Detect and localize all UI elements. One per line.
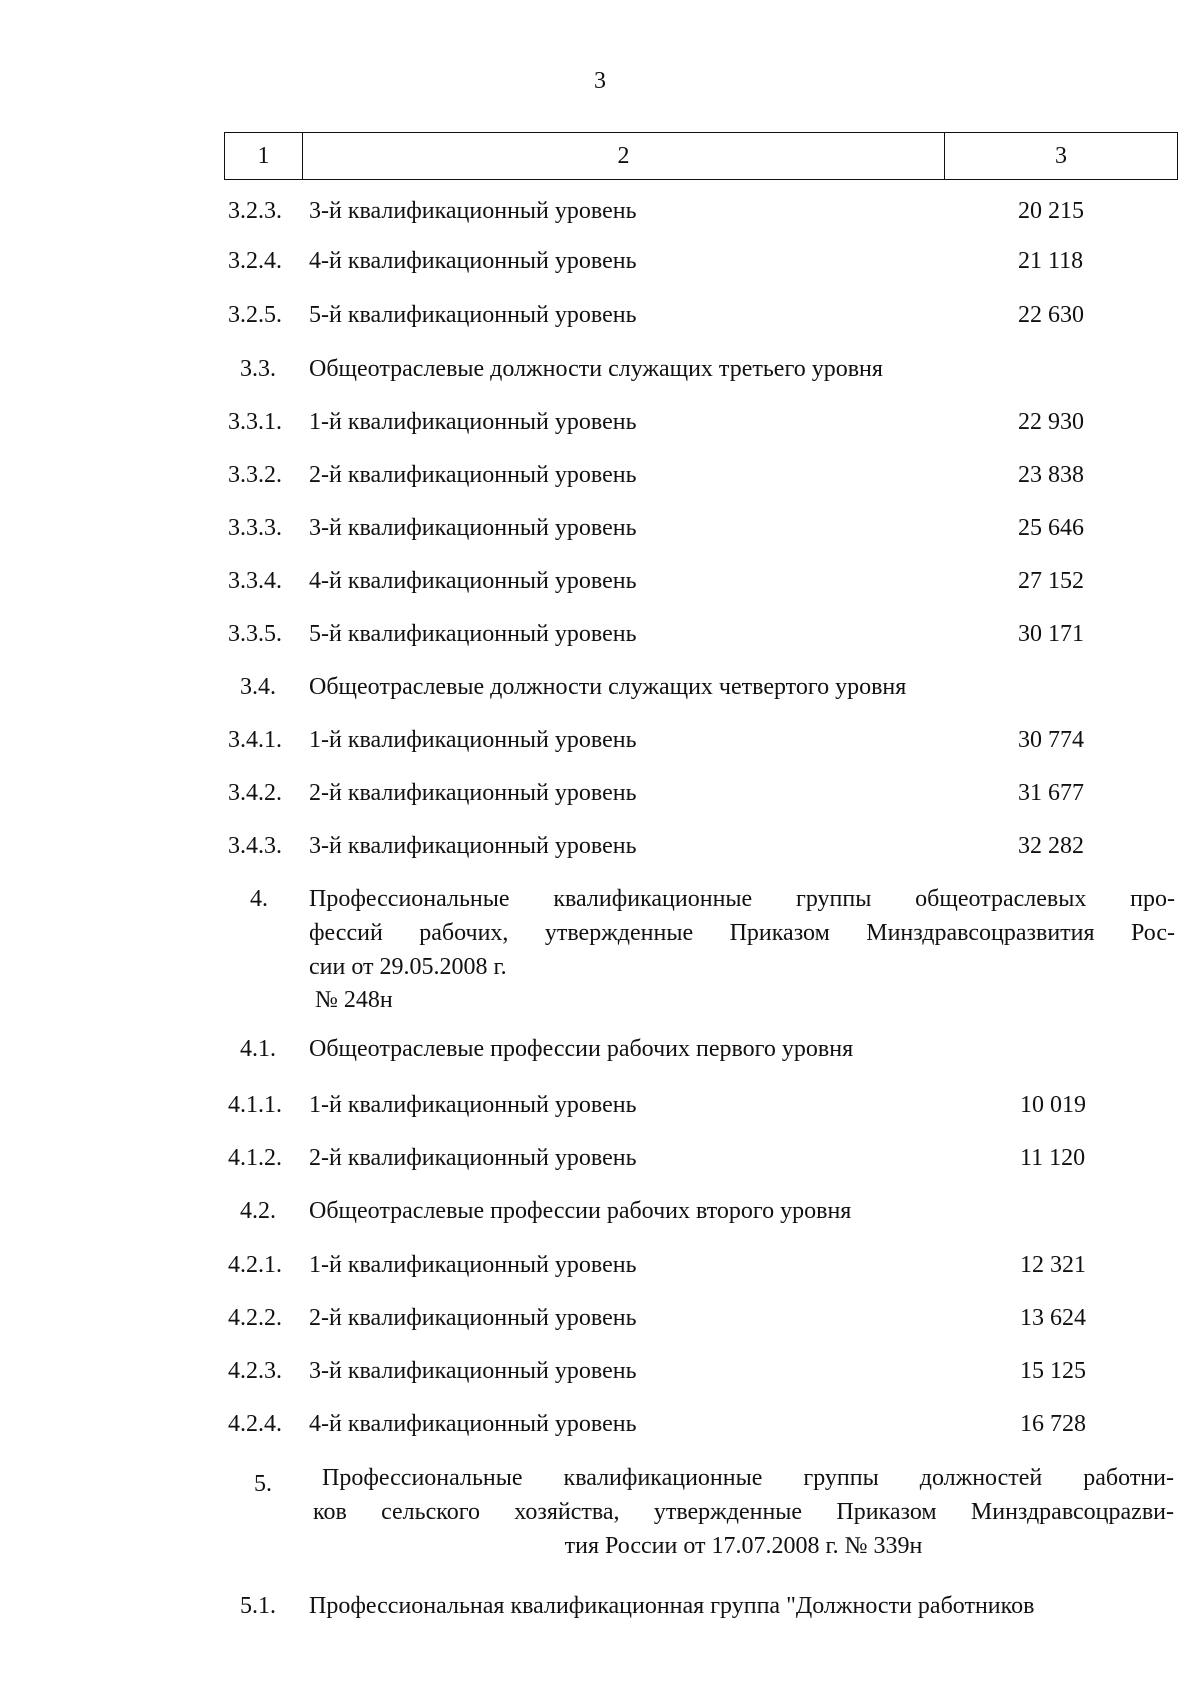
row-number: 4.2.3.	[228, 1358, 282, 1384]
row-number: 5.1.	[240, 1593, 276, 1619]
row-value: 23 838	[1018, 462, 1084, 488]
table-row	[0, 510, 1200, 546]
table-row	[0, 828, 1200, 864]
row-number: 3.3.5.	[228, 621, 282, 647]
row-label: 5-й квалификационный уровень	[309, 302, 637, 328]
row-label: 5-й квалификационный уровень	[309, 621, 637, 647]
row-label: 1-й квалификационный уровень	[309, 727, 637, 753]
section-title-line: фессий рабочих, утвержденные Приказом Минздравсоцразвития Рос-	[309, 920, 1175, 946]
row-label: 3-й квалификационный уровень	[309, 833, 637, 859]
row-label: 3-й квалификационный уровень	[309, 1358, 637, 1384]
row-number: 3.3.4.	[228, 568, 282, 594]
table-row	[0, 722, 1200, 758]
table-header	[224, 132, 1178, 180]
row-label: 2-й квалификационный уровень	[309, 462, 637, 488]
page-number: 3	[594, 68, 606, 94]
table-row	[0, 1353, 1200, 1389]
row-number: 3.3.1.	[228, 409, 282, 435]
row-value: 25 646	[1018, 515, 1084, 541]
section-number: 4.	[250, 886, 268, 912]
table-row	[0, 1300, 1200, 1336]
section-title-line: Профессиональные квалификационные группы должностей работни-	[322, 1465, 1174, 1491]
section-title-line: Профессиональные квалификационные группы общеотраслевых про-	[309, 886, 1175, 912]
row-number: 4.2.1.	[228, 1252, 282, 1278]
row-value: 10 019	[1020, 1092, 1086, 1118]
section-title-line: № 248н	[315, 987, 393, 1013]
row-value: 11 120	[1020, 1145, 1086, 1171]
row-value: 13 624	[1020, 1305, 1086, 1331]
table-row	[0, 297, 1200, 333]
header-col-2: 2	[303, 133, 945, 179]
table-row	[0, 243, 1200, 279]
section-row	[0, 1193, 1200, 1229]
row-number: 3.3.2.	[228, 462, 282, 488]
table-row	[0, 404, 1200, 440]
row-number: 4.1.	[240, 1036, 276, 1062]
row-number: 3.2.4.	[228, 248, 282, 274]
row-label: Общеотраслевые должности служащих четвертого уровня	[309, 674, 907, 700]
row-value: 15 125	[1020, 1358, 1086, 1384]
section-row	[0, 1588, 1200, 1624]
row-label: Общеотраслевые должности служащих третьего уровня	[309, 356, 883, 382]
row-number: 3.4.3.	[228, 833, 282, 859]
section-row	[0, 351, 1200, 387]
row-value: 32 282	[1018, 833, 1084, 859]
row-label: 2-й квалификационный уровень	[309, 1145, 637, 1171]
header-col-3: 3	[1055, 142, 1067, 169]
row-value: 30 171	[1018, 621, 1084, 647]
row-value: 12 321	[1020, 1252, 1086, 1278]
section-number: 5.	[254, 1471, 272, 1497]
table-row	[0, 193, 1200, 229]
row-number: 4.1.2.	[228, 1145, 282, 1171]
row-number: 3.4.2.	[228, 780, 282, 806]
header-col-1: 1	[225, 133, 303, 179]
section-row	[0, 669, 1200, 705]
row-label: 2-й квалификационный уровень	[309, 780, 637, 806]
row-number: 3.2.5.	[228, 302, 282, 328]
table-row	[0, 775, 1200, 811]
row-number: 3.3.	[240, 356, 276, 382]
row-number: 4.2.4.	[228, 1411, 282, 1437]
row-value: 22 630	[1018, 302, 1084, 328]
row-label: 3-й квалификационный уровень	[309, 515, 637, 541]
row-number: 4.2.	[240, 1198, 276, 1224]
row-value: 21 118	[1018, 248, 1084, 274]
row-label: Общеотраслевые профессии рабочих второго уровня	[309, 1198, 852, 1224]
row-label: Профессиональная квалификационная группа "Должности работников	[309, 1593, 1035, 1619]
row-number: 3.2.3.	[228, 198, 282, 224]
row-value: 27 152	[1018, 568, 1084, 594]
row-value: 22 930	[1018, 409, 1084, 435]
row-number: 3.4.1.	[228, 727, 282, 753]
section-5-block	[0, 1461, 1200, 1571]
row-number: 4.2.2.	[228, 1305, 282, 1331]
row-value: 20 215	[1018, 198, 1084, 224]
row-value: 16 728	[1020, 1411, 1086, 1437]
table-row	[0, 1087, 1200, 1123]
table-row	[0, 457, 1200, 493]
section-title-line: тия России от 17.07.2008 г. № 339н	[564, 1533, 923, 1559]
row-label: 1-й квалификационный уровень	[309, 1252, 637, 1278]
row-number: 3.4.	[240, 674, 276, 700]
table-row	[0, 1406, 1200, 1442]
table-row	[0, 1140, 1200, 1176]
section-4-block	[0, 882, 1200, 1022]
row-label: 4-й квалификационный уровень	[309, 568, 637, 594]
row-label: 4-й квалификационный уровень	[309, 248, 637, 274]
table-row	[0, 616, 1200, 652]
row-label: 4-й квалификационный уровень	[309, 1411, 637, 1437]
table-row	[0, 1247, 1200, 1283]
row-label: 1-й квалификационный уровень	[309, 409, 637, 435]
row-value: 31 677	[1018, 780, 1084, 806]
row-number: 3.3.3.	[228, 515, 282, 541]
row-value: 30 774	[1018, 727, 1084, 753]
section-title-line: сии от 29.05.2008 г.	[309, 954, 507, 980]
row-label: Общеотраслевые профессии рабочих первого уровня	[309, 1036, 854, 1062]
section-row	[0, 1031, 1200, 1067]
section-title-line: ков сельского хозяйства, утвержденные Приказом Минздравсоцрazви-	[313, 1499, 1174, 1525]
row-label: 3-й квалификационный уровень	[309, 198, 637, 224]
row-label: 1-й квалификационный уровень	[309, 1092, 637, 1118]
table-row	[0, 563, 1200, 599]
row-label: 2-й квалификационный уровень	[309, 1305, 637, 1331]
row-number: 4.1.1.	[228, 1092, 282, 1118]
